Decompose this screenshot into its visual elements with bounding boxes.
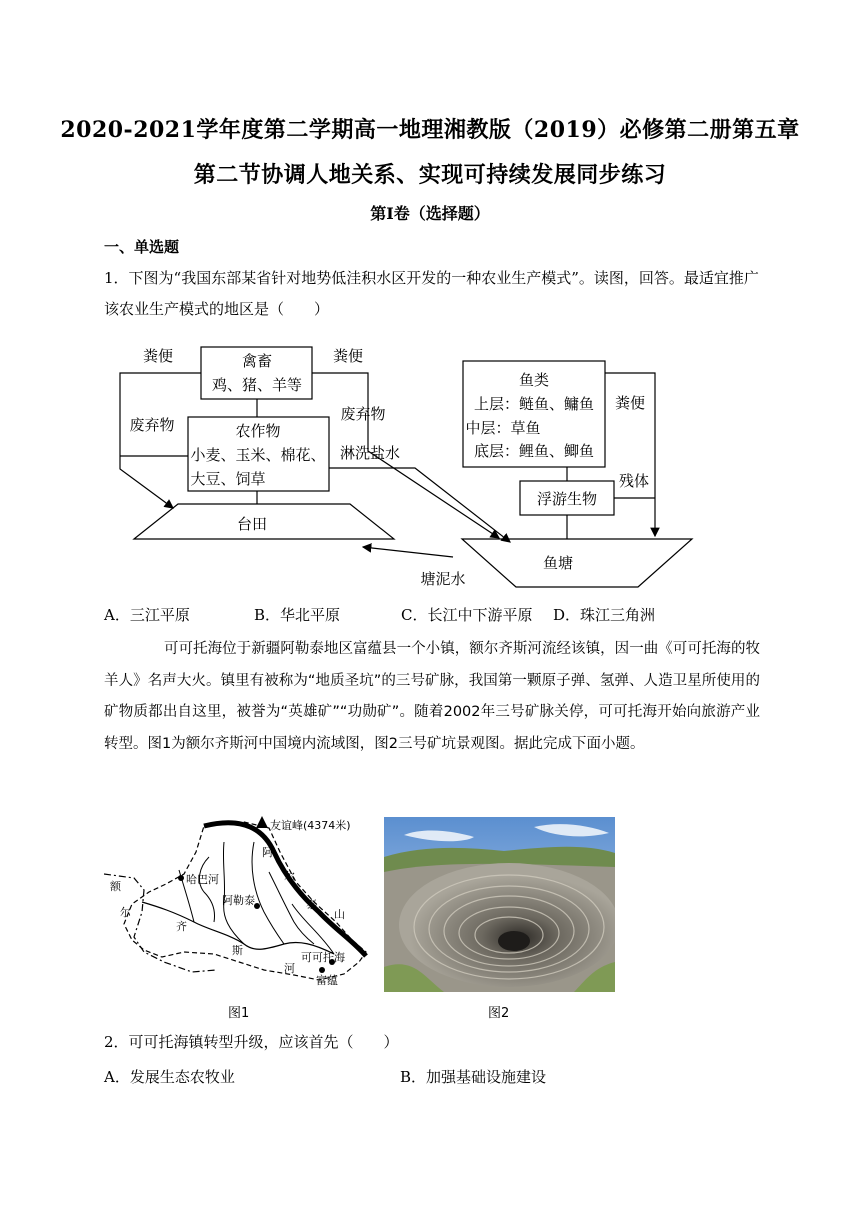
question-1-stem: 1．下图为“我国东部某省针对地势低洼积水区开发的一种农业生产模式”。读图，回答。最适宜推广该农业生产模式的地区是（ ） [104,269,759,318]
river-char-1: 额 [110,880,121,893]
river-char-3: 齐 [176,920,187,933]
fish-middle: 中层：草鱼 [465,419,541,437]
section-heading: 一、单选题 [104,238,180,256]
q2-option-a[interactable]: A．发展生态农牧业 [104,1068,235,1086]
livestock-title: 禽畜 [241,352,273,370]
crops-line1: 小麦、玉米、棉花、 [190,446,326,464]
reading-passage: 可可托海位于新疆阿勒泰地区富蕴县一个小镇，额尔齐斯河流经该镇，因一曲《可可托海的牧羊人》名声大火。镇里有被称为“地质圣坑”的三号矿脉，我国第一颗原子弹、氢弹、人造卫星所使用的矿物质都出自这里，被誉为“英雄矿”“功勋矿”。随着2002年三号矿脉关停，可可托海开始向旅游产业转型。图1为额尔齐斯河中国境内流域图，图2三号矿坑景观图。据此完成下面小题。 [104,641,760,752]
fish-title: 鱼类 [518,371,550,389]
salt-water-label: 淋洗盐水 [339,444,401,462]
livestock-items: 鸡、猪、羊等 [211,376,303,394]
river-char-2: 尔 [120,906,131,919]
q1-option-b[interactable]: B．华北平原 [254,606,341,624]
q1-option-a[interactable]: A．三江平原 [104,606,190,624]
koktokay-label: 可可托海 [301,951,345,964]
q1-option-c[interactable]: C．长江中下游平原 [401,606,533,624]
document-title-line2: 第二节协调人地关系、实现可持续发展同步练习 [193,162,667,188]
question-2-stem: 2．可可托海镇转型升级，应该首先（ ） [104,1033,399,1051]
mountain-char-4: 山 [334,908,345,921]
manure-label-right: 粪便 [614,394,646,412]
fish-upper: 上层：鲢鱼、鳙鱼 [473,395,595,413]
aletai-label: 阿勒泰 [222,894,255,907]
part-heading: 第Ⅰ卷（选择题） [370,204,490,223]
mountain-char-1: 阿 [262,846,273,859]
habahe-label: 哈巴河 [186,873,219,886]
mine-pit-photo [384,817,615,992]
q2-option-b[interactable]: B．加强基础设施建设 [400,1068,547,1086]
document-title-line1: 2020-2021学年度第二学期高一地理湘教版（2019）必修第二册第五章 [60,117,800,143]
pond-label: 鱼塘 [542,554,574,572]
mountain-char-3: 泰 [306,898,317,911]
agriculture-mode-diagram [118,338,698,594]
figure-2-caption: 图2 [488,1006,510,1021]
residue-label: 残体 [618,472,650,490]
mountain-char-2: 尔 [284,870,295,883]
q1-option-d[interactable]: D．珠江三角洲 [553,606,656,624]
river-char-5: 河 [284,962,295,975]
fuyun-label: 富蕴 [316,974,338,987]
waste-label-mid: 废弃物 [340,405,386,423]
manure-label-left: 粪便 [142,347,174,365]
terrace-label: 台田 [236,515,268,533]
pond-mud-label: 塘泥水 [420,570,466,588]
crops-line2: 大豆、饲草 [190,470,266,488]
peak-label: 友谊峰(4374米) [270,819,351,832]
figure-1-caption: 图1 [228,1006,250,1021]
fish-bottom: 底层：鲤鱼、鲫鱼 [473,442,595,460]
pond-shape [462,539,692,587]
plankton-label: 浮游生物 [536,490,598,508]
river-char-4: 斯 [232,944,243,957]
crops-title: 农作物 [235,422,281,440]
manure-label-mid: 粪便 [332,347,364,365]
irtysh-basin-map [104,812,374,992]
waste-label-left: 废弃物 [129,416,175,434]
